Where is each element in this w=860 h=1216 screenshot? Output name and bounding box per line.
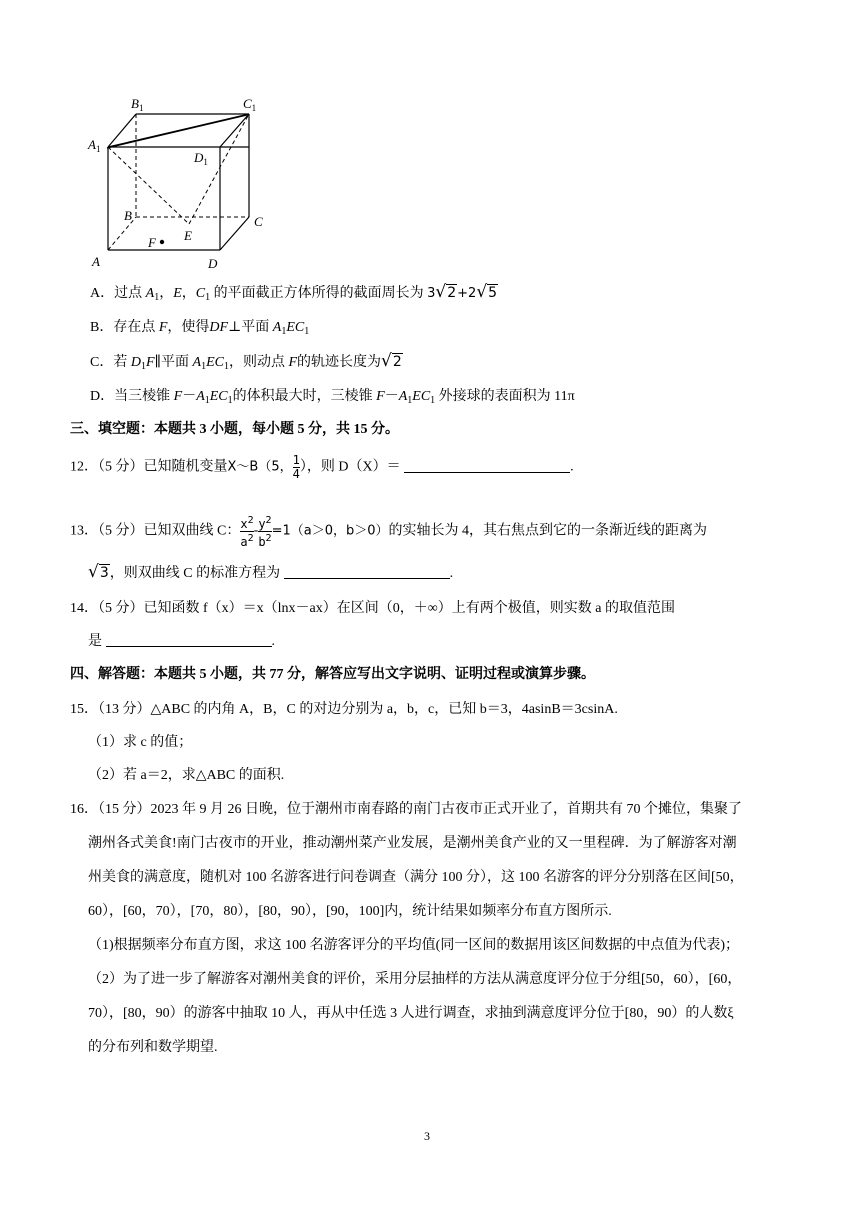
label-D: D: [208, 256, 218, 271]
label-C1: $C_1$: [243, 96, 257, 113]
section-4-heading: 四、解答题：本题共 5 小题，共 77 分，解答应写出文字说明、证明过程或演算步骤。: [70, 667, 595, 682]
label-A1: $A_1$: [88, 137, 101, 154]
label-E: E: [184, 228, 192, 243]
question-15-part2: （2）若 a＝2，求△ABC 的面积.: [88, 768, 285, 783]
question-15-stem: 15．（13 分）△ABC 的内角 A，B，C 的对边分别为 a，b，c，已知 b＝3，4asinB＝3csinA.: [70, 702, 618, 717]
question-15-part1: （1）求 c 的值；: [88, 735, 193, 750]
label-F: F: [148, 235, 156, 250]
option-d: D．当三棱锥 $F-A_1EC_1$的体积最大时，三棱锥 $F-A_1EC_1$ 外接球的表面积为 11π: [90, 389, 575, 406]
question-14-line1: 14．（5 分）已知函数 f（x）＝x（lnx－ax）在区间（0，＋∞）上有两个极值，则实数 a 的取值范围: [70, 601, 675, 616]
question-16-part1: （1)根据频率分布直方图，求这 100 名游客评分的平均值(同一区间的数据用该区间数据的中点值为代表)；: [88, 938, 739, 953]
question-12: 12．（5 分）已知随机变量X～B（5， $\frac{1}{4}$ ），则 D（X）＝ .: [70, 453, 574, 481]
question-13-line2: √ 3 ，则双曲线 C 的标准方程为 .: [88, 562, 454, 582]
question-13-line1: 13．（5 分）已知双曲线 C： $\frac{x^2}{a^2}$ - $\frac{y^2}{b^2}$ =1（a＞0，b＞0）的实轴长为 4，其右焦点到它的一条渐近线的距离为: [70, 515, 708, 549]
question-16-line2: 潮州各式美食!南门古夜市的开业，推动潮州菜产业发展，是潮州美食产业的又一里程碑．为了解游客对潮: [88, 836, 737, 851]
option-c: C．若 $D_1F\parallel$平面 $A_1EC_1$，则动点 F的轨迹长度为 √ 2: [90, 351, 402, 372]
answer-blank-12[interactable]: [404, 458, 570, 473]
section-3-heading: 三、填空题：本题共 3 小题，每小题 5 分，共 15 分。: [70, 422, 399, 437]
label-A: A: [92, 254, 100, 269]
question-16-part2-line3: 的分布列和数学期望.: [88, 1040, 218, 1055]
question-16-part2-line1: （2）为了进一步了解游客对潮州美食的评价，采用分层抽样的方法从满意度评分位于分组[50，60），[60，: [88, 972, 742, 987]
label-D1: $D_1$: [194, 150, 208, 167]
question-14-line2: 是 .: [88, 634, 275, 649]
label-B1: $B_1$: [131, 96, 144, 113]
question-16-line1: 16．（15 分）2023 年 9 月 26 日晚，位于潮州市南春路的南门古夜市正式开业了，首期共有 70 个摊位，集聚了: [70, 802, 742, 817]
option-b: B．存在点 F，使得DF⊥平面 $A_1EC_1$: [90, 320, 310, 337]
answer-blank-13[interactable]: [284, 564, 450, 579]
label-C: C: [254, 214, 263, 229]
question-16-line3: 州美食的满意度，随机对 100 名游客进行问卷调查（满分 100 分），这 100 名游客的评分分别落在区间[50，: [88, 870, 744, 885]
label-B: B: [124, 208, 132, 223]
question-16-line4: 60），[60，70），[70，80），[80，90），[90，100]内，统计结果如频率分布直方图所示.: [88, 904, 612, 919]
page-number: 3: [424, 1129, 430, 1143]
answer-blank-14[interactable]: [106, 632, 272, 647]
option-a: A．过点 $A_1$，E，$C_1$ 的平面截正方体所得的截面周长为 3 √ 2 +2 √ 5: [90, 282, 498, 303]
cube-figure: [86, 92, 276, 282]
question-16-part2-line2: 70），[80，90）的游客中抽取 10 人，再从中任选 3 人进行调查，求抽到满意度评分位于[80，90）的人数ξ: [88, 1006, 734, 1021]
